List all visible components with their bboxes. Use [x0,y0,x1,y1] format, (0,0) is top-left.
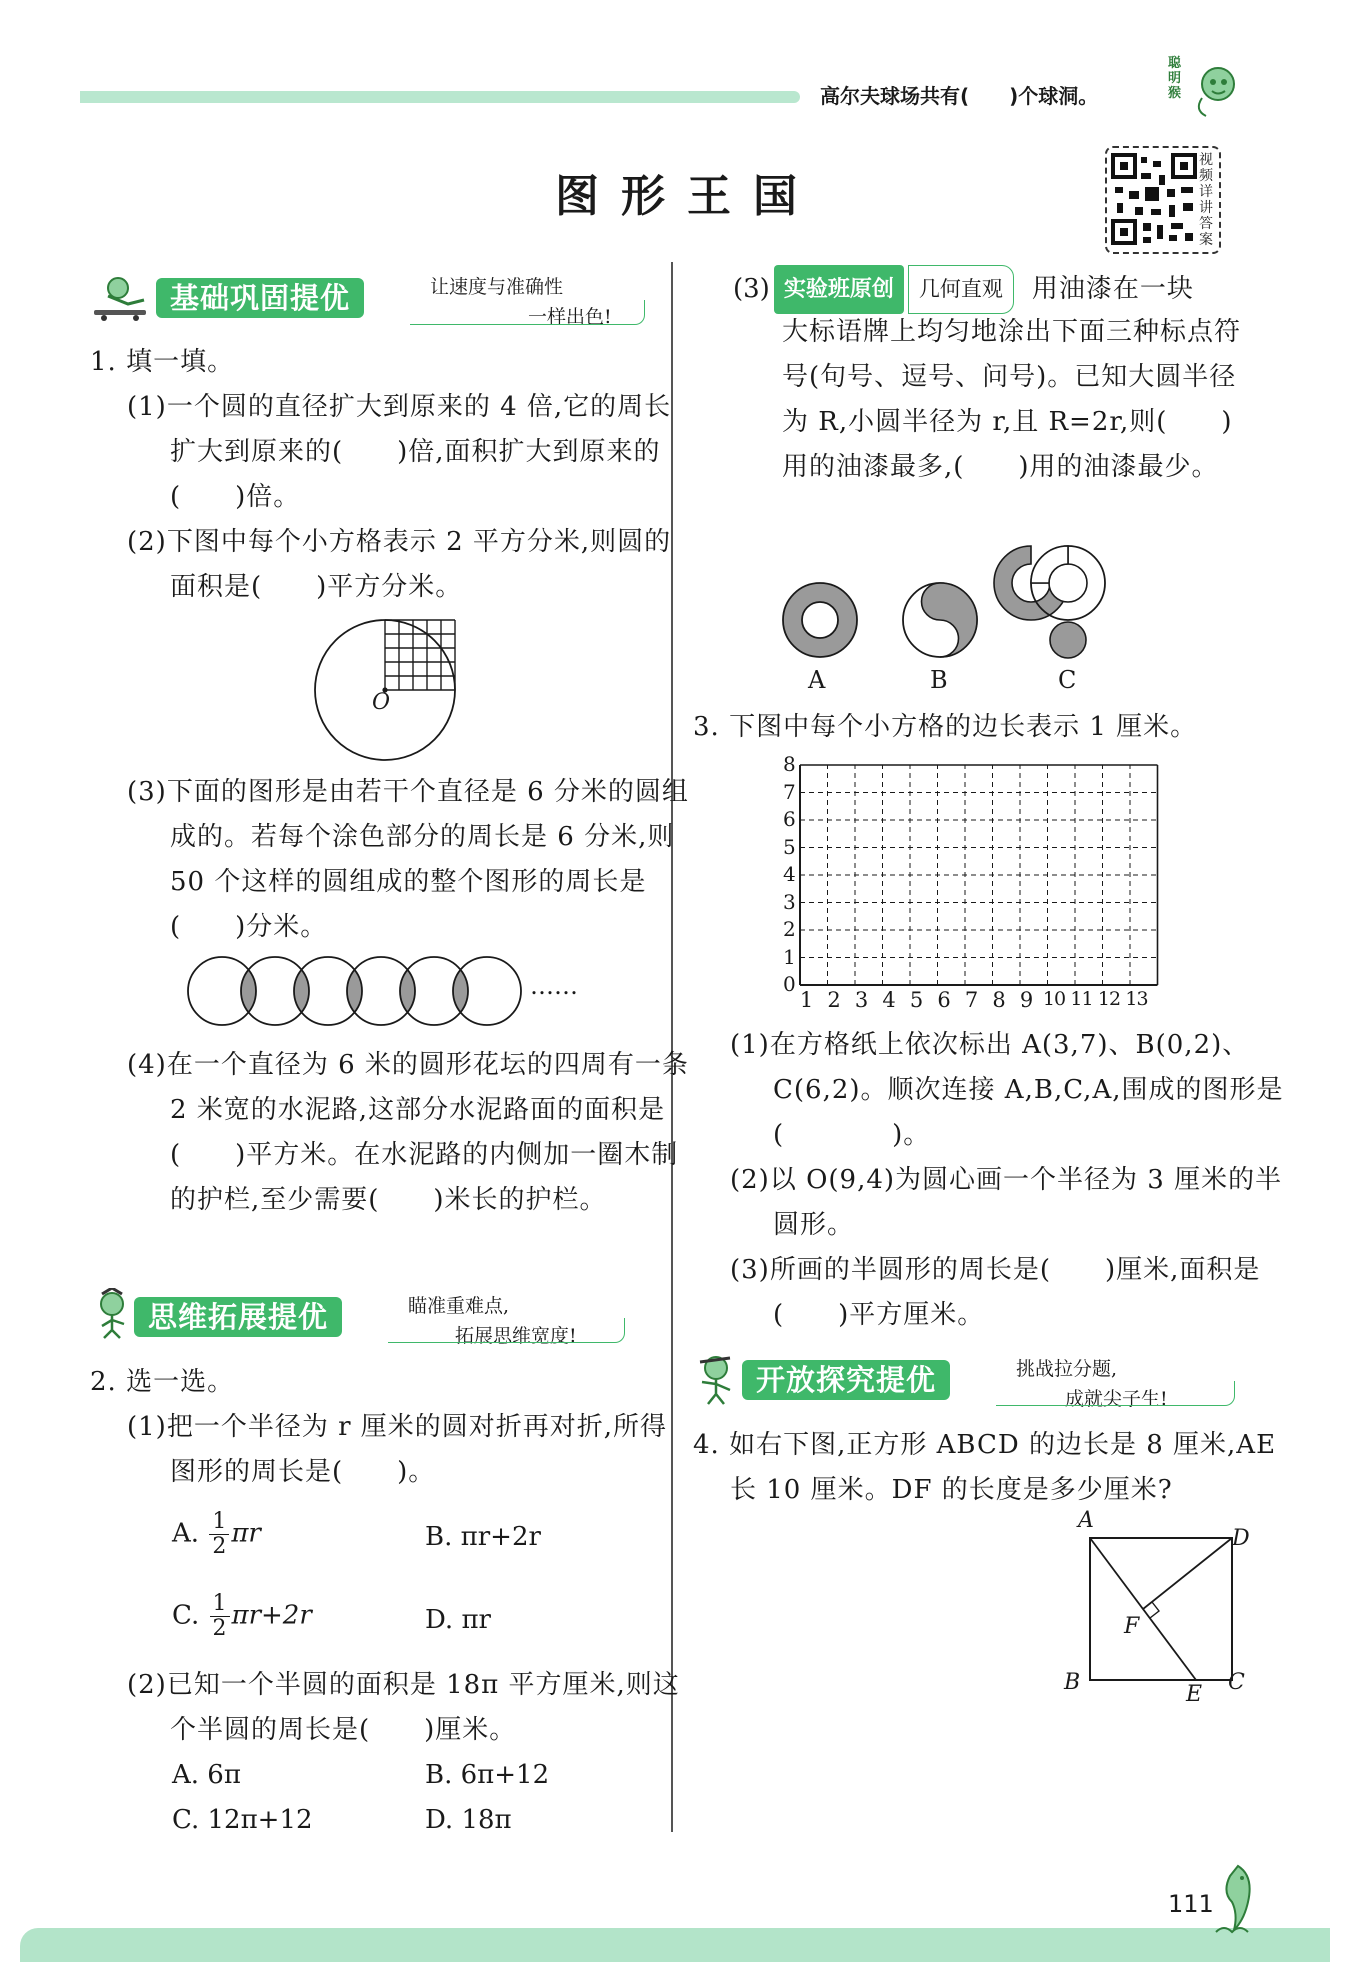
q4-label-f: F [1124,1614,1140,1639]
q2-1-option-c[interactable] [172,1592,312,1641]
section-open-slogan-frame [996,1381,1235,1406]
monkey-mascot-icon [1182,58,1242,120]
q4-label-e: E [1186,1682,1203,1707]
q1-part-1: (1)一个圆的直径扩大到原来的 4 倍,它的周长扩大到原来的( )倍,面积扩大到原来的( )倍。 [127,392,672,512]
shape-label-b: B [930,666,948,694]
q3-part-2: (2)以 O(9,4)为圆心画一个半径为 3 厘米的半圆形。 [730,1165,1283,1240]
section-thinking-slogan-2: 拓展思维宽度! [455,1325,577,1347]
section-thinking-title: 思维拓展提优 [134,1297,342,1337]
q2-1-option-a[interactable] [172,1510,261,1559]
q4-label-a: A [1078,1508,1094,1533]
y-tick-label: 7 [783,779,796,804]
y-tick-label: 0 [783,972,796,996]
option-letter: A. [172,1518,200,1549]
x-tick-label: 1 [799,988,814,1012]
x-tick-label: 9 [1019,988,1034,1012]
q3-coordinate-grid[interactable] [785,750,1185,1010]
denominator: 2 [212,1534,227,1559]
x-tick-label: 13 [1125,988,1148,1010]
mascot-label: 聪明猴 [1168,56,1182,101]
q4-label-d: D [1232,1526,1250,1551]
option-letter: C. [172,1600,200,1631]
q2-2-option-a[interactable]: A. 6π [172,1760,241,1790]
x-tick-label: 11 [1070,988,1093,1010]
q2-2-option-d[interactable]: D. 18π [425,1805,512,1835]
q2-2-option-c[interactable]: C. 12π+12 [172,1805,313,1835]
y-tick-label: 2 [783,917,796,941]
footer-bar [20,1928,1330,1962]
y-tick-label: 4 [783,862,796,886]
shape-label-c: C [1058,666,1077,694]
q2-3-number: (3) [733,274,770,304]
q4-stem: 4. 如右下图,正方形 ABCD 的边长是 8 厘米,AE 长 10 厘米。DF 的长度是多少厘米? [693,1430,1277,1505]
section-thinking-slogan-1: 瞄准重难点, [408,1295,510,1317]
y-tick-label: 8 [783,752,796,776]
section-open-title: 开放探究提优 [742,1360,950,1400]
section-basic-slogan-2: 一样出色! [528,306,612,328]
q2-3-shapes-figure [775,540,1115,660]
x-tick-label: 7 [964,988,979,1012]
header-bar [80,91,800,103]
q2-stem: 2. 选一选。 [90,1367,235,1397]
qr-label: 视频详讲答案 [1199,152,1213,248]
section-basic-slogan-1: 让速度与准确性 [430,276,564,298]
x-tick-label: 6 [937,988,951,1012]
x-tick-label: 12 [1097,988,1121,1010]
fraction [210,1592,230,1641]
dolphin-mascot-icon [1208,1862,1260,1938]
q1-part-4: (4)在一个直径为 6 米的圆形花坛的四周有一条 2 米宽的水泥路,这部分水泥路面的面积是( )平方米。在水泥路的内侧加一圈木制的护栏,至少需要( )米长的护栏。 [127,1050,689,1215]
x-tick-label: 4 [882,988,896,1012]
y-tick-label: 1 [783,944,796,969]
q1-stem: 1. 填一填。 [90,347,235,377]
q1-part-2: (2)下图中每个小方格表示 2 平方分米,则圆的面积是( )平方分米。 [127,527,672,602]
qr-code[interactable] [1105,146,1221,254]
q2-part-1: (1)把一个半径为 r 厘米的圆对折再对折,所得图形的周长是( )。 [127,1412,668,1487]
shape-label-a: A [808,666,826,694]
q4-square-figure [1080,1530,1240,1690]
q4-label-b: B [1064,1670,1081,1695]
x-tick-label: 10 [1042,988,1066,1010]
section-open-slogan-1: 挑战拉分题, [1016,1358,1118,1380]
x-tick-label: 2 [827,988,841,1012]
q1-circle-center-label: O [372,690,391,715]
tag-geometry: 几何直观 [908,265,1014,314]
section-thinking-slogan-frame [388,1318,625,1343]
explorer-mascot-icon [690,1352,744,1408]
q1-circle-chain-figure [184,953,524,1029]
q1-part-3: (3)下面的图形是由若干个直径是 6 分米的圆组成的。若每个涂色部分的周长是 6 分米,则 50 个这样的圆组成的整个图形的周长是( )分米。 [127,777,689,942]
section-open-slogan-2: 成就尖子生! [1065,1388,1168,1410]
y-tick-label: 3 [783,889,796,914]
q4-label-c: C [1228,1670,1245,1695]
option-expression: πr [231,1518,261,1549]
q2-2-option-b[interactable]: B. 6π+12 [425,1760,550,1790]
numerator: 1 [209,1510,229,1535]
denominator: 2 [212,1616,227,1641]
numerator: 1 [210,1592,230,1617]
option-expression: πr+2r [231,1600,312,1631]
q2-1-option-b[interactable]: B. πr+2r [425,1522,541,1552]
section-basic-slogan-frame [410,300,645,325]
y-tick-label: 5 [783,834,796,859]
header-riddle: 高尔夫球场共有( )个球洞。 [820,84,1099,108]
thinker-mascot-icon [88,1288,136,1340]
q2-part-2: (2)已知一个半圆的面积是 18π 平方厘米,则这个半圆的周长是( )厘米。 [127,1670,680,1745]
y-tick-label: 6 [783,807,796,831]
q2-3-lead: 用油漆在一块 [1031,274,1194,304]
tag-original: 实验班原创 [774,265,904,314]
q2-1-option-d[interactable]: D. πr [425,1605,491,1635]
section-basic-title: 基础巩固提优 [156,278,364,318]
q3-part-3: (3)所画的半圆形的周长是( )厘米,面积是( )平方厘米。 [730,1255,1261,1330]
q2-3-text: 大标语牌上均匀地涂出下面三种标点符号(句号、逗号、问号)。已知大圆半径为 R,小圆半径为 r,且 R=2r,则( )用的油漆最多,( )用的油漆最少。 [782,317,1242,482]
q3-stem: 3. 下图中每个小方格的边长表示 1 厘米。 [693,712,1198,742]
q2-3-header [733,265,1194,314]
page-title: 图形王国 [555,171,819,222]
q1-ellipsis: …… [530,972,578,1000]
x-tick-label: 5 [909,988,924,1012]
fraction [209,1510,229,1559]
x-tick-label: 3 [854,988,869,1012]
x-tick-label: 8 [992,988,1006,1012]
page-number: 111 [1168,1890,1214,1918]
skateboarder-mascot-icon [88,274,156,322]
q3-part-1: (1)在方格纸上依次标出 A(3,7)、B(0,2)、C(6,2)。顺次连接 A,B,C,A,围成的图形是( )。 [730,1030,1284,1150]
